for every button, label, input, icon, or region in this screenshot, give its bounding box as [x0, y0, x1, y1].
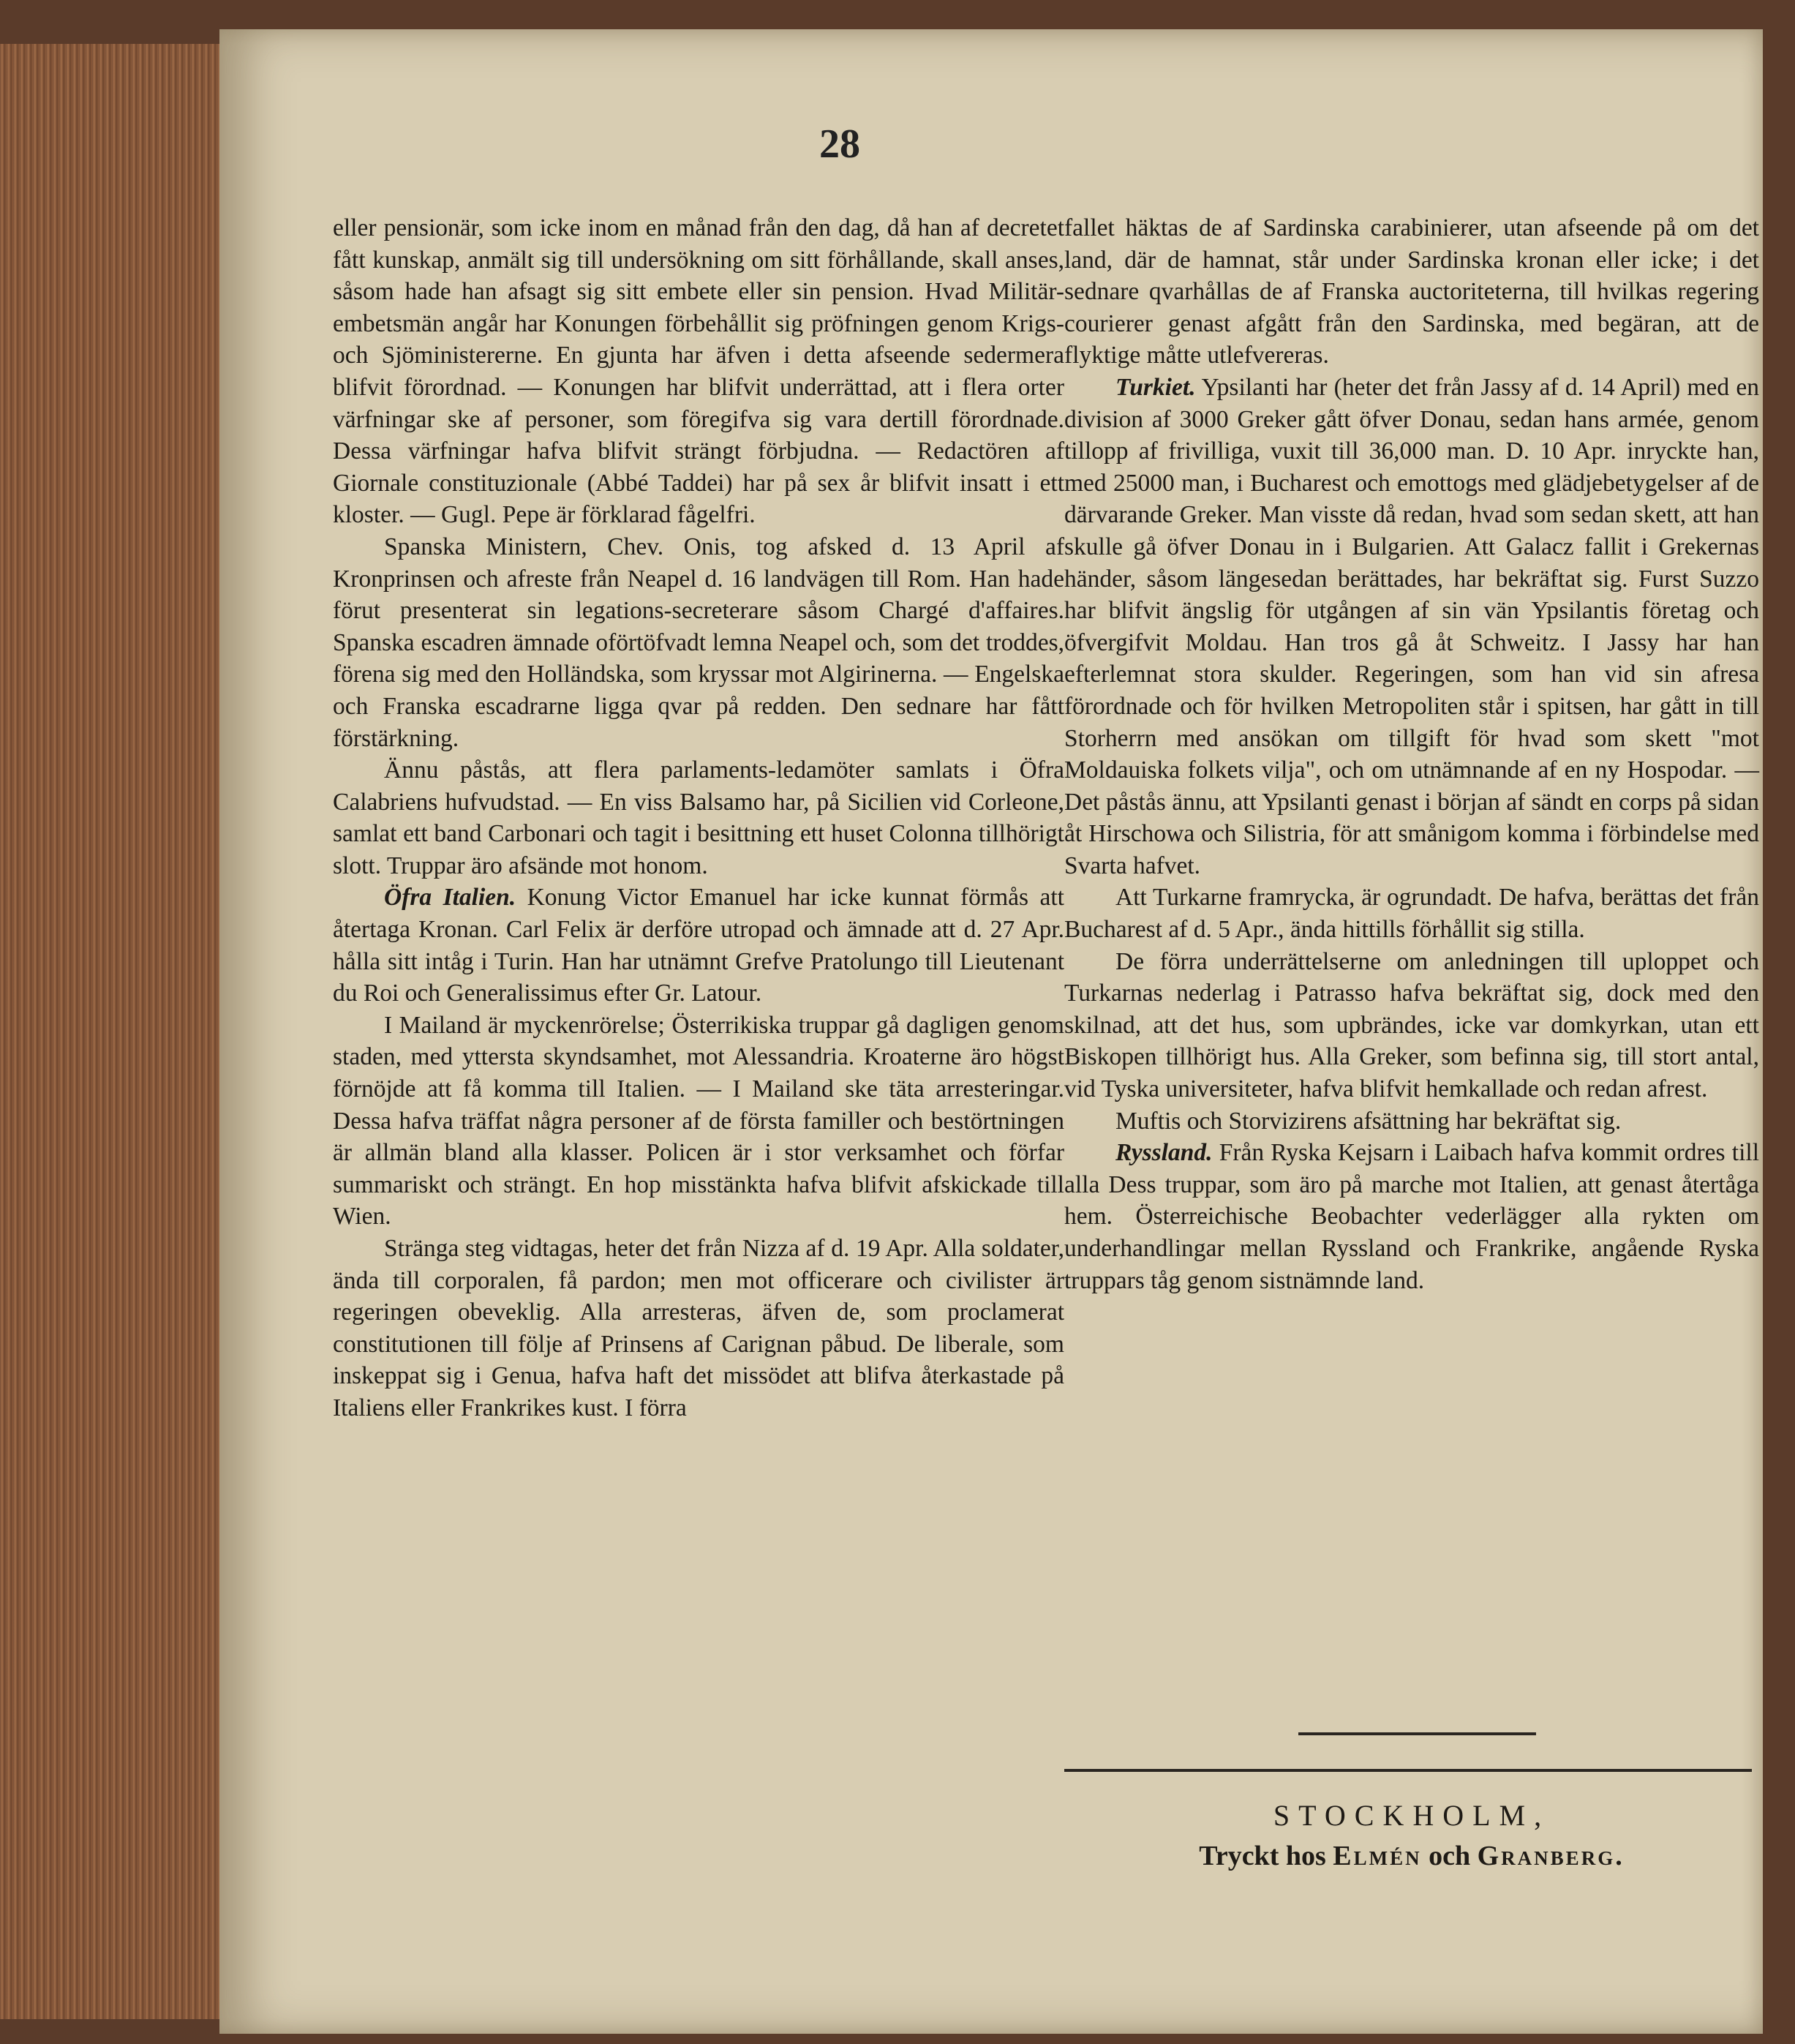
section-heading: Öfra Italien. [384, 884, 516, 912]
page-edges [0, 44, 234, 2019]
paragraph-text: I Mailand är myckenrörelse; Österrikiska truppar gå dagligen genom staden, med yttersta skyndsamhet, mot Alessandria. Kroaterne äro högst förnöjde att få komma till Italien. — I Mailand ske täta arresteringar. Dessa hafva träffat några personer af de första familler och bestörtningen är allmän bland alla klasser. Policen är i stor verksamhet och förfar summariskt och strängt. En hop misstänkta hafva blifvit afskickade till Wien. [333, 1011, 1064, 1230]
short-rule [1298, 1732, 1536, 1735]
paragraph-text: De förra underrättelserne om anledningen till uploppet och Turkarnas nederlag i Patrasso hafva bekräftat sig, dock med den skilnad, att det hus, som upbrändes, icke var domkyrkan, utan ett Biskopen tillhörigt hus. Alla Greker, som befinna sig, till stort antal, vid Tyska universiteter, hafva blifvit hemkallade och redan afrest. [1064, 947, 1759, 1103]
printer-join: och [1429, 1841, 1471, 1871]
paragraph-text: Ännu påstås, att flera parlaments-ledamöter samlats i Öfra Calabriens hufvudstad. — En viss Balsamo har, på Sicilien vid Corleone, samlat ett band Carbonari och tagit i besittning ett huset Colonna tillhörigt slott. Truppar äro afsände mot honom. [333, 756, 1064, 879]
paragraph [333, 1010, 1064, 1233]
paragraph-text: Konung Victor Emanuel har icke kunnat förmås att återtaga Kronan. Carl Felix är derföre utropad och ämnade att d. 27 Apr. hålla sitt intåg i Turin. Han har utnämnt Grefve Pratolungo till Lieutenant du Roi och Generalissimus efter Gr. Latour. [333, 884, 1064, 1007]
section-heading: Ryssland. [1115, 1139, 1213, 1167]
paragraph-text: Stränga steg vidtagas, heter det från Nizza af d. 19 Apr. Alla soldater, ända till corporalen, få pardon; men mot officerare och civilister är regeringen obeveklig. Alla arresteras, äfven de, som proclamerat constitutionen till följe af Prinsens af Carignan påbud. De liberale, som inskeppat sig i Genua, hafva haft det missödet att blifva återkastade på Italiens eller Frankrikes kust. I förra [333, 1235, 1064, 1421]
paragraph-text: fallet häktas de af Sardinska carabinierer, utan afseende på om det land, där de hamnat, står under Sardinska kronan eller icke; i det sednare qvarhållas de af Franska auctoriteterna, till hvilkas regering courierer genast afgått från den Sardinska, med begäran, att de flyktige måtte utlefvereras. [1064, 214, 1759, 369]
paragraph-text: Muftis och Storvizirens afsättning har bekräftat sig. [1115, 1107, 1622, 1135]
printer-name-2: Granberg. [1477, 1841, 1625, 1871]
paragraph [333, 531, 1064, 754]
left-column [333, 212, 1064, 1424]
paragraph [1064, 946, 1759, 1105]
paragraph [1064, 882, 1759, 945]
paragraph [1064, 1137, 1759, 1296]
paragraph-text: Från Ryska Kejsarn i Laibach hafva kommit ordres till alla Dess truppar, som äro på marche mot Italien, att genast återtåga hem. Österreichische Beobachter vederlägger alla rykten om underhandlingar mellan Ryssland och Frankrike, angående Ryska truppars tåg genom sistnämnde land. [1064, 1139, 1759, 1294]
paragraph-text: Ypsilanti har (heter det från Jassy af d. 14 April) med en division af 3000 Greker gått öfver Donau, sedan hans armée, genom tillopp af frivilliga, vuxit till 36,000 man. D. 10 Apr. inryckte han, med 25000 man, i Bucharest och emottogs med glädjebetygelser af de därvarande Greker. Man visste då redan, hvad som sedan skett, att han skulle gå öfver Donau in i Bulgarien. Att Galacz fallit i Grekernas händer, såsom längesedan berättades, har bekräftat sig. Furst Suzzo har blifvit ängslig för utgången af sin vän Ypsilantis företag och öfvergifvit Moldau. Han tros gå åt Schweitz. I Jassy har han efterlemnat stora skulder. Regeringen, som han vid sin afresa förordnade och för hvilken Metropoliten står i spitsen, har gått in till Storherrn med ansökan om tillgift för hvad som skett "mot Moldauiska folkets vilja", och om utnämnande af en ny Hospodar. — Det påstås ännu, att Ypsilanti genast i början af sändt en corps på sidan åt Hirschowa och Silistria, för att smånigom komma i förbindelse med Svarta hafvet. [1064, 373, 1759, 879]
imprint-printer [1064, 1840, 1759, 1872]
paragraph [333, 1233, 1064, 1424]
paragraph [333, 212, 1064, 531]
long-rule [1064, 1769, 1752, 1772]
paragraph-text: Att Turkarne framrycka, är ogrundadt. De hafva, berättas det från Bucharest af d. 5 Apr., ända hittills förhållit sig stilla. [1064, 884, 1759, 944]
paragraph [1064, 1105, 1759, 1138]
printer-prefix: Tryckt hos [1199, 1841, 1326, 1871]
paragraph [1064, 372, 1759, 882]
paragraph [333, 754, 1064, 882]
paragraph-text: Spanska Ministern, Chev. Onis, tog afsked d. 13 April af Kronprinsen och afreste från Neapel d. 16 landvägen till Rom. Han hade förut presenterat sin legations-secreterare såsom Chargé d'affaires. Spanska escadren ämnade oförtöfvadt lemna Neapel och, som det troddes, förena sig med den Holländska, som kryssar mot Algirinerna. — Engelska och Franska escadrarne ligga qvar på redden. Den sednare har fått förstärkning. [333, 533, 1064, 752]
paragraph-text: eller pensionär, som icke inom en månad från den dag, då han af decretet fått kunskap, anmält sig till undersökning om sitt förhållande, skall anses, såsom hade han afsagt sig sitt embete eller sin pension. Hvad Militär-embetsmän angår har Konungen förbehållit sig pröfningen genom Krigs- och Sjöministererne. En gjunta har äfven i detta afseende sedermera blifvit förordnad. — Konungen har blifvit underrättad, att i flera orter värfningar ske af personer, som föregifva sig vara dertill förordnade. Dessa värfningar hafva blifvit strängt förbjudna. — Redactören af Giornale constituzionale (Abbé Taddei) har på sex år blifvit insatt i ett kloster. — Gugl. Pepe är förklarad fågelfri. [333, 214, 1064, 529]
page-number: 28 [819, 121, 860, 167]
paragraph [1064, 212, 1759, 372]
imprint-city: STOCKHOLM, [1273, 1799, 1551, 1832]
section-heading: Turkiet. [1115, 373, 1196, 401]
right-column [1064, 212, 1759, 1296]
printer-name-1: Elmén [1333, 1841, 1422, 1871]
paragraph [333, 882, 1064, 1009]
